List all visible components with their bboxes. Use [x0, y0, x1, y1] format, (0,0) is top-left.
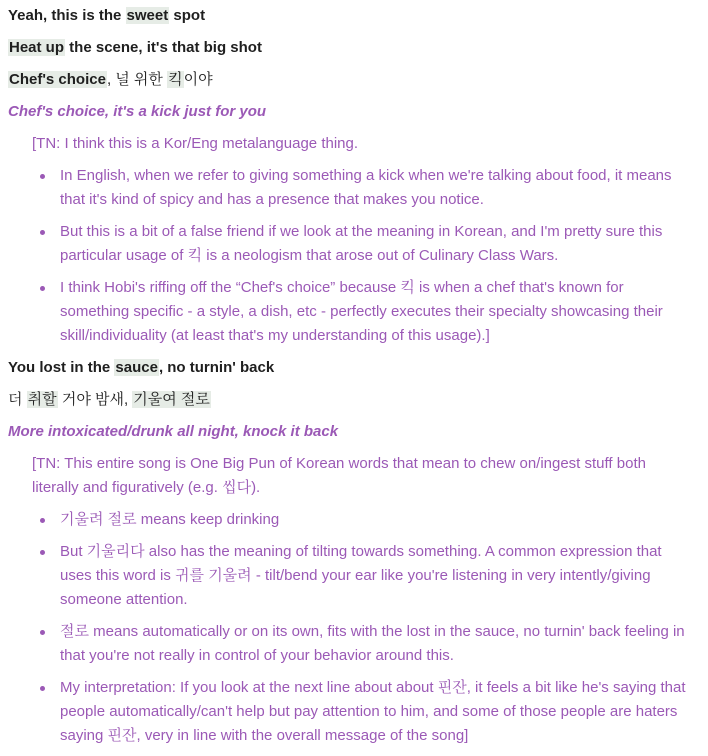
highlighted-word: 킥	[168, 71, 183, 88]
lyric-text: 이야	[183, 71, 213, 88]
lyric-text: , 널 위한	[106, 71, 168, 88]
note-text: 절로 means automatically or on its own, fits with the lost in the sauce, no turnin' back feeling in that you're not really in control of your behavior around this.	[60, 623, 685, 664]
note-text: But this is a bit of a false friend if we look at the meaning in Korean, and I'm pretty sure this particular usage of 킥 is a neologism that arose out of Culinary Class Wars.	[60, 223, 663, 264]
list-item	[34, 220, 696, 268]
highlighted-word: sweet	[126, 7, 169, 24]
translation-line-1: Chef's choice, it's a kick just for you	[8, 103, 267, 120]
lyric-text: the scene, it's that big shot	[65, 39, 262, 56]
note-text: I think Hobi's riffing off the “Chef's choice” because 킥 is when a chef that's known for something specific - a style, a dish, etc - perfectly executes their specialty showcasing their skill/individuality (at least that's my understanding of this usage).]	[60, 279, 663, 344]
bullet-icon	[40, 518, 45, 523]
list-item	[34, 620, 696, 668]
list-item	[34, 276, 696, 348]
lyric-line-3	[8, 68, 213, 92]
highlighted-word: Chef's choice	[9, 71, 106, 88]
note-text: My interpretation: If you look at the next line about about 핀잔, it feels a bit like he's saying that people automatically/can't help but pay attention to him, and some of those people are haters saying 핀잔, very in line with the overall message of the song]	[60, 679, 686, 744]
bullet-icon	[40, 630, 45, 635]
lyric-text: 거야 밤새,	[57, 391, 133, 408]
lyric-text: You lost in the	[8, 359, 115, 376]
highlighted-word: Heat up	[9, 39, 65, 56]
lyric-text: spot	[169, 7, 206, 24]
highlighted-word: sauce	[115, 359, 158, 376]
lyric-line-2	[8, 36, 262, 60]
lyric-text: 더	[8, 391, 27, 408]
note-text: In English, when we refer to giving something a kick when we're talking about food, it means that it's kind of spicy and has a presence that makes you notice.	[60, 167, 672, 208]
list-item	[34, 164, 696, 212]
lyric-line-1	[8, 4, 205, 28]
lyric-line-5	[8, 388, 211, 412]
translation-line-2: More intoxicated/drunk all night, knock it back	[8, 423, 339, 440]
lyric-text: Yeah, this is the	[8, 7, 126, 24]
note-list-2	[34, 508, 696, 748]
lyric-text: , no turnin' back	[158, 359, 275, 376]
lyric-line-4	[8, 356, 274, 380]
note-list-1	[34, 164, 696, 348]
highlighted-word: 취할	[27, 391, 57, 408]
translator-note-2: [TN: This entire song is One Big Pun of Korean words that mean to chew on/ingest stuff both literally and figuratively (e.g. 씹다).	[32, 455, 646, 496]
highlighted-word: 기울여 절로	[133, 391, 210, 408]
bullet-icon	[40, 230, 45, 235]
bullet-icon	[40, 686, 45, 691]
list-item	[34, 540, 696, 612]
translator-note-1: [TN: I think this is a Kor/Eng metalanguage thing.	[32, 135, 359, 152]
bullet-icon	[40, 550, 45, 555]
list-item	[34, 508, 696, 532]
bullet-icon	[40, 174, 45, 179]
list-item	[34, 676, 696, 748]
note-text: 기울려 절로 means keep drinking	[60, 511, 280, 528]
note-text: But 기울리다 also has the meaning of tilting towards something. A common expression that uses this word is 귀를 기울려 - tilt/bend your ear like you're listening in very intently/giving someone attention.	[60, 543, 662, 608]
bullet-icon	[40, 286, 45, 291]
